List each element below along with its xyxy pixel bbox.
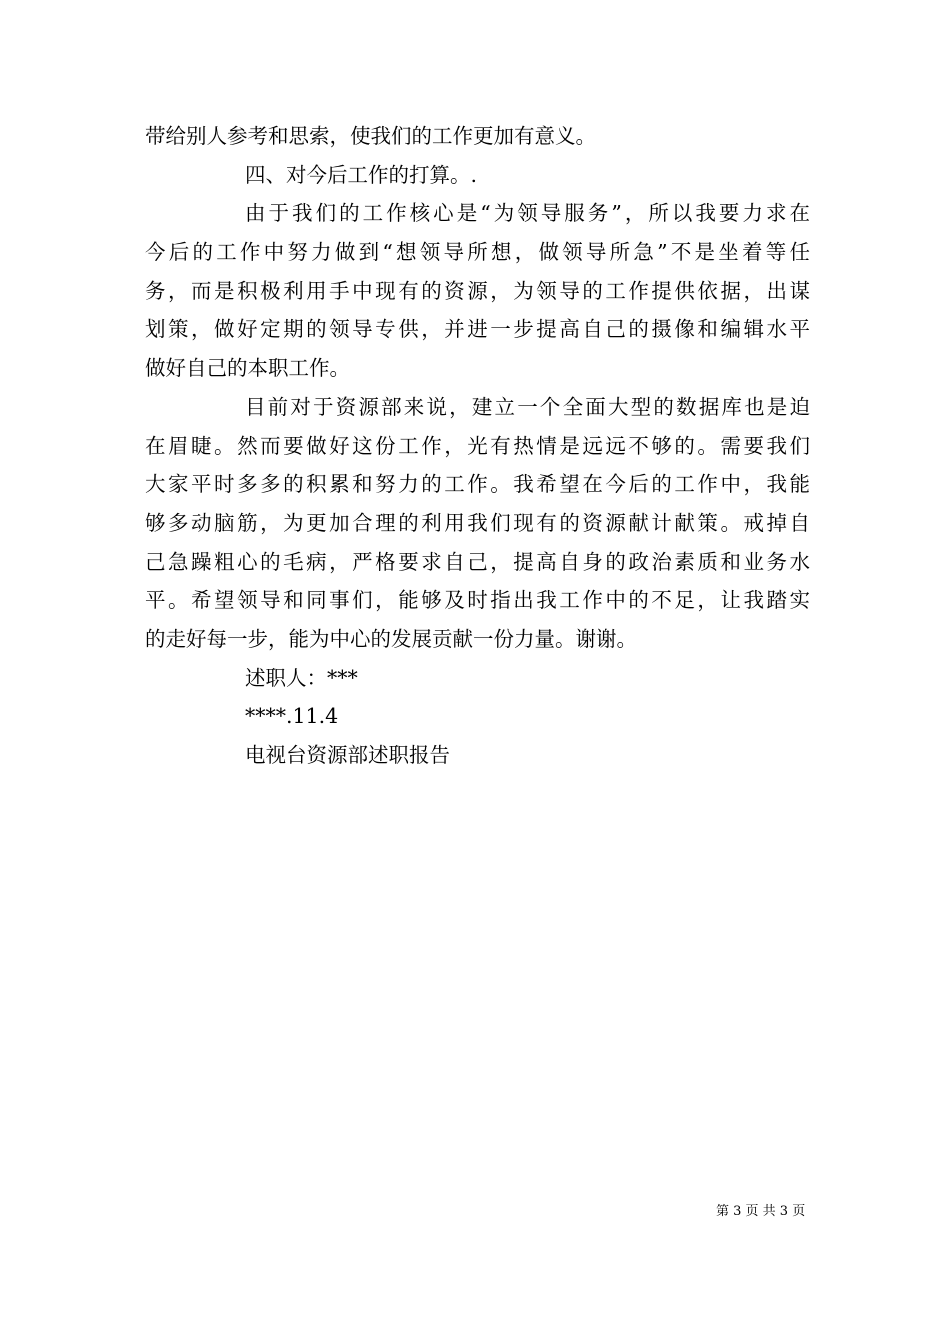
paragraph-line: 务，而是积极利用手中现有的资源，为领导的工作提供依据，出谋 xyxy=(145,278,810,303)
section-heading: 四、对今后工作的打算。. xyxy=(245,162,478,187)
report-date: ****.11.4 xyxy=(245,704,339,729)
document-title: 电视台资源部述职报告 xyxy=(245,743,450,767)
paragraph-line: 己急躁粗心的毛病，严格要求自己，提高自身的政治素质和业务水 xyxy=(145,549,810,574)
paragraph-line: 今后的工作中努力做到“想领导所想，做领导所急”不是坐着等任 xyxy=(145,240,810,265)
paragraph-line: 够多动脑筋，为更加合理的利用我们现有的资源献计献策。戒掉自 xyxy=(145,510,810,535)
paragraph-line: 做好自己的本职工作。 xyxy=(145,356,350,381)
paragraph-line: 在眉睫。然而要做好这份工作，光有热情是远远不够的。需要我们 xyxy=(145,433,810,458)
document-body xyxy=(145,117,810,775)
paragraph-line: 目前对于资源部来说，建立一个全面大型的数据库也是迫 xyxy=(245,394,810,419)
paragraph-line: 的走好每一步，能为中心的发展贡献一份力量。谢谢。 xyxy=(145,626,637,651)
paragraph-line: 带给别人参考和思索，使我们的工作更加有意义。 xyxy=(145,124,596,148)
paragraph-line: 平。希望领导和同事们，能够及时指出我工作中的不足，让我踏实 xyxy=(145,588,810,613)
signature: 述职人：*** xyxy=(245,665,358,690)
paragraph-line: 大家平时多多的积累和努力的工作。我希望在今后的工作中，我能 xyxy=(145,472,810,497)
paragraph-line: 由于我们的工作核心是“为领导服务”，所以我要力求在 xyxy=(245,201,810,226)
paragraph-line: 划策，做好定期的领导专供，并进一步提高自己的摄像和编辑水平 xyxy=(145,317,810,342)
page-number: 第 3 页 共 3 页 xyxy=(716,1204,806,1219)
